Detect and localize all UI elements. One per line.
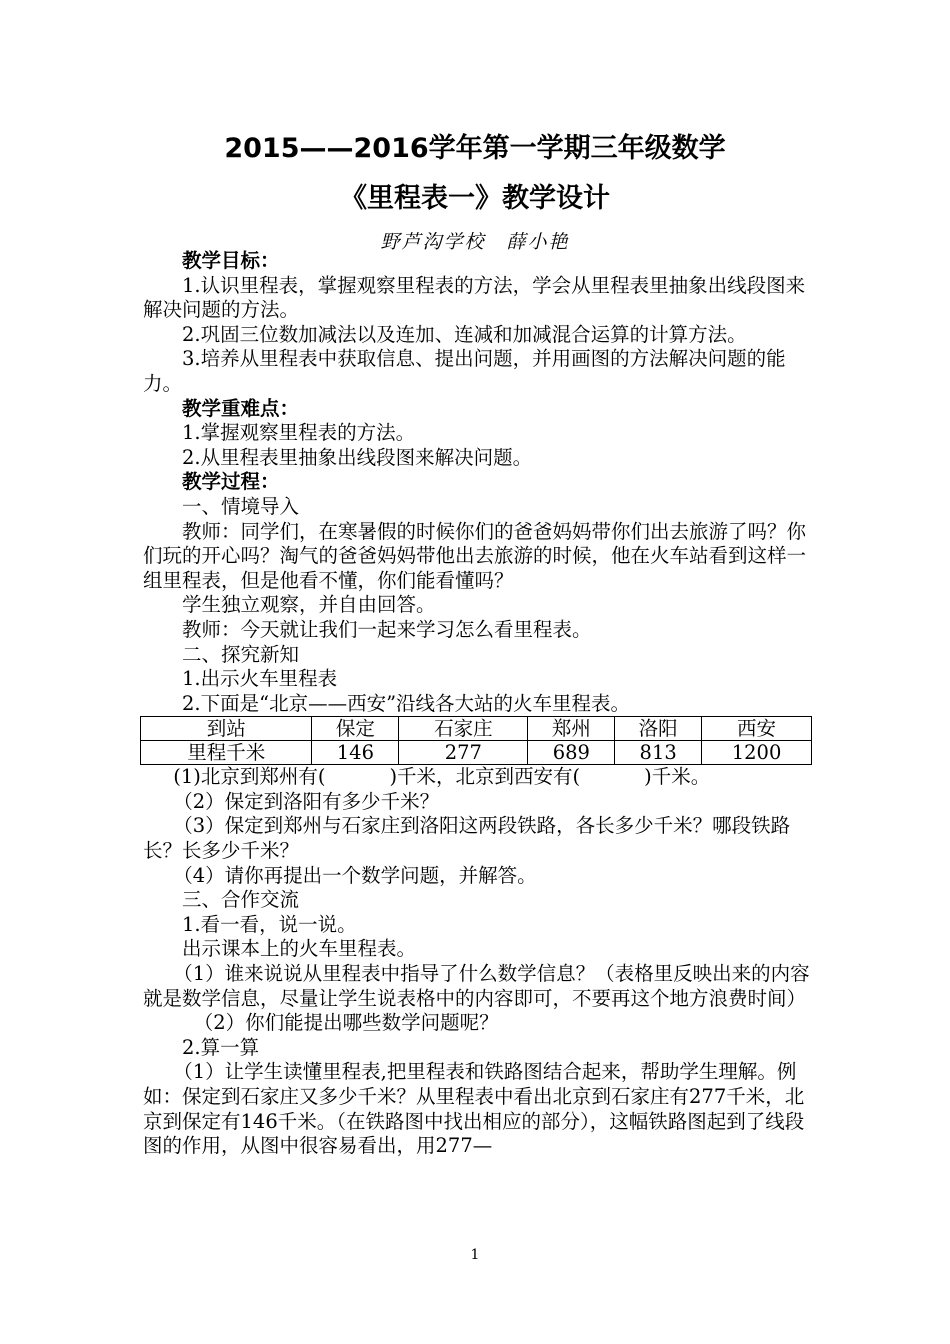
table-row [141, 741, 812, 765]
table-cell: 277 [399, 741, 528, 765]
section-2-heading: 二、探究新知 [182, 642, 300, 666]
question-1-part-a: (1)北京到郑州有( [173, 765, 326, 789]
table-cell: 郑州 [528, 717, 615, 741]
table-cell: 到站 [141, 717, 312, 741]
table-cell: 里程千米 [141, 741, 312, 765]
goal-2: 2.巩固三位数加减法以及连加、连减和加减混合运算的计算方法。 [182, 322, 747, 346]
title-line-2: 《里程表一》教学设计 [340, 183, 610, 214]
table-cell: 西安 [702, 717, 812, 741]
question-4: （4）请你再提出一个数学问题，并解答。 [173, 863, 537, 887]
table-cell: 813 [615, 741, 702, 765]
table-cell: 石家庄 [399, 717, 528, 741]
mileage-table [140, 716, 812, 765]
paragraph-book-table: 出示课本上的火车里程表。 [182, 937, 417, 961]
section-3-heading: 三、合作交流 [182, 888, 300, 912]
paragraph-read: （1）让学生读懂里程表,把里程表和铁路图结合起来，帮助学生理解。例如：保定到石家庄又多少千米？从里程表中看出北京到石家庄有277千米，北京到保定有146千米。（在铁路图中找出相应的部分），这幅铁路图起到了线段图的作用，从图中很容易看出，用277— [143, 1060, 805, 1158]
process-heading: 教学过程： [182, 470, 280, 494]
table-row [141, 717, 812, 741]
paragraph-observe: 学生独立观察，并自由回答。 [182, 593, 436, 617]
table-cell: 保定 [312, 717, 399, 741]
keypoints-heading: 教学重难点： [182, 396, 300, 420]
page-number: 1 [470, 1247, 480, 1263]
paragraph-intro: 教师：同学们，在寒暑假的时候你们的爸爸妈妈带你们出去旅游了吗？你们玩的开心吗？淘气的爸爸妈妈带他出去旅游的时候，他在火车站看到这样一组里程表，但是他看不懂，你们能看懂吗？ [143, 519, 807, 592]
question-2: （2）保定到洛阳有多少千米？ [173, 789, 440, 813]
keypoint-2: 2.从里程表里抽象出线段图来解决问题。 [182, 445, 533, 469]
question-1 [143, 765, 811, 790]
author-line: 野芦沟学校 薛小艳 [380, 231, 570, 253]
table-cell: 洛阳 [615, 717, 702, 741]
goals-heading: 教学目标： [182, 249, 280, 272]
paragraph-who: （1）谁来说说从里程表中指导了什么数学信息？（表格里反映出来的内容就是数学信息，尽量让学生说表格中的内容即可，不要再这个地方浪费时间） [143, 962, 810, 1010]
question-3: （3）保定到郑州与石家庄到洛阳这两段铁路，各长多少千米？哪段铁路长？长多少千米？ [143, 814, 791, 863]
goal-3: 3.培养从里程表中获取信息、提出问题，并用画图的方法解决问题的能力。 [143, 347, 786, 395]
table-cell: 689 [528, 741, 615, 765]
paragraph-show-table: 1.出示火车里程表 [182, 667, 338, 691]
question-1-part-b: )千米，北京到西安有( [389, 765, 581, 789]
paragraph-look: 1.看一看，说一说。 [182, 912, 357, 936]
paragraph-calc: 2.算一算 [182, 1035, 260, 1059]
goal-1: 1.认识里程表，掌握观察里程表的方法，学会从里程表里抽象出线段图来解决问题的方法。 [143, 273, 806, 322]
table-cell: 1200 [702, 741, 812, 765]
keypoint-1: 1.掌握观察里程表的方法。 [182, 421, 416, 445]
title-line-1: 2015——2016学年第一学期三年级数学 [224, 133, 726, 164]
section-1-heading: 一、情境导入 [182, 494, 300, 518]
table-cell: 146 [312, 741, 399, 765]
document-body [143, 249, 811, 1159]
paragraph-table-intro: 2.下面是“北京——西安”沿线各大站的火车里程表。 [182, 691, 631, 715]
paragraph-ask: （2）你们能提出哪些数学问题呢？ [193, 1011, 499, 1035]
paragraph-today: 教师：今天就让我们一起来学习怎么看里程表。 [182, 617, 592, 641]
question-1-part-c: )千米。 [644, 765, 711, 789]
